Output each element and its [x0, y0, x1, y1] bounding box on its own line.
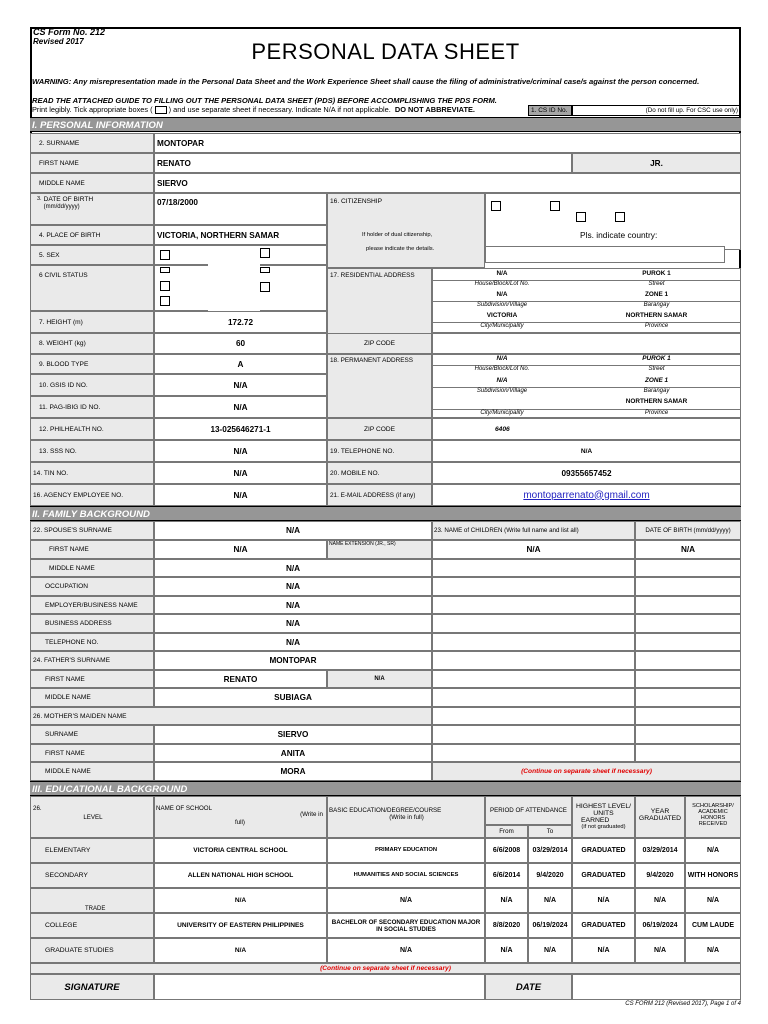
tin-label: 14. TIN NO.	[30, 462, 154, 484]
honors-header-b: ACADEMIC	[698, 809, 728, 815]
father-first-name-field[interactable]: RENATO	[154, 670, 327, 688]
other-status-checkbox[interactable]	[160, 296, 170, 306]
highest-level-header	[572, 796, 635, 838]
spouse-surname-field[interactable]: N/A	[154, 521, 432, 540]
permanent-address-label-cell	[327, 354, 432, 418]
weight-field[interactable]: 60	[154, 333, 327, 354]
print-instr-c: DO NOT ABBREVIATE.	[394, 105, 475, 114]
to-graduate[interactable]: N/A	[528, 938, 572, 963]
spouse-middle-name-label: MIDDLE NAME	[30, 559, 154, 577]
to-header: To	[528, 825, 572, 838]
res-house-field[interactable]: N/A	[496, 270, 508, 277]
honors-header-d: RECEIVED	[698, 821, 728, 827]
perm-brgy-label: Barangay	[572, 387, 741, 394]
res-zip-label: ZIP CODE	[327, 333, 432, 354]
education-continue-note-cell	[30, 963, 741, 974]
child-name-field[interactable]: N/A	[432, 540, 635, 559]
citizenship-label-cell	[327, 193, 485, 268]
tin-field[interactable]: N/A	[154, 462, 327, 484]
perm-street-label: Street	[572, 365, 741, 372]
child-row-4[interactable]	[432, 596, 635, 614]
course-vocational[interactable]: N/A	[327, 888, 485, 913]
mother-first-name-field[interactable]: ANITA	[154, 744, 432, 762]
education-num: 26.	[33, 805, 42, 812]
spouse-telephone-field[interactable]: N/A	[154, 633, 432, 651]
surname-field[interactable]: MONTOPAR	[154, 133, 741, 153]
child-dob-row-11[interactable]	[635, 725, 741, 744]
highest-header-a: HIGHEST LEVEL/	[575, 803, 632, 810]
period-header: PERIOD OF ATTENDANCE	[485, 796, 572, 825]
mother-middle-name-label: MIDDLE NAME	[30, 762, 154, 781]
perm-city-label: City/Municipality	[432, 409, 572, 416]
school-header-b: (Write in	[300, 811, 323, 818]
dob-label-cell	[30, 193, 154, 225]
highest-header-d: (if not graduated)	[581, 824, 626, 830]
telephone-label: 19. TELEPHONE NO.	[327, 440, 432, 462]
child-row-11[interactable]	[432, 725, 635, 744]
spouse-name-ext-field[interactable]: NAME EXTENSION (JR., SR)	[327, 540, 432, 559]
first-name-label: FIRST NAME	[30, 153, 154, 173]
section-educational-background: III. EDUCATIONAL BACKGROUND	[30, 781, 741, 796]
date-field[interactable]	[572, 974, 741, 1000]
res-zip-field[interactable]	[432, 333, 741, 354]
child-row-9[interactable]	[432, 688, 635, 707]
occupation-field[interactable]: N/A	[154, 577, 432, 596]
place-of-birth-field[interactable]: VICTORIA, NORTHERN SAMAR	[154, 225, 327, 245]
sex-female-checkbox[interactable]	[260, 248, 270, 258]
name-extension-field[interactable]: JR.	[572, 153, 741, 173]
honors-vocational[interactable]: N/A	[685, 888, 741, 913]
middle-name-field[interactable]: SIERVO	[154, 173, 741, 193]
child-row-10[interactable]	[432, 707, 635, 725]
honors-header	[685, 796, 741, 838]
child-row-5[interactable]	[432, 614, 635, 633]
child-row-6[interactable]	[432, 633, 635, 651]
section-family-background: II. FAMILY BACKGROUND	[30, 506, 741, 521]
highest-header-b: UNITS	[593, 810, 614, 817]
philhealth-field[interactable]: 13-025646271-1	[154, 418, 327, 440]
dob-label-wrap	[44, 196, 94, 211]
course-graduate[interactable]: N/A	[327, 938, 485, 963]
page-footer: CS FORM 212 (Revised 2017), Page 1 of 4	[625, 1001, 741, 1007]
course-secondary[interactable]: HUMANITIES AND SOCIAL SCIENCES	[327, 863, 485, 888]
residential-address-label: 17. RESIDENTIAL ADDRESS	[330, 272, 415, 279]
course-college[interactable]: BACHELOR OF SECONDARY EDUCATION MAJOR IN SOCIAL STUDIES	[327, 913, 485, 938]
school-secondary[interactable]: ALLEN NATIONAL HIGH SCHOOL	[154, 863, 327, 888]
year-vocational[interactable]: N/A	[635, 888, 685, 913]
course-header-b: (Write in full)	[389, 814, 424, 821]
highest-college[interactable]: GRADUATED	[572, 913, 635, 938]
child-dob-header: DATE OF BIRTH (mm/dd/yyyy)	[635, 521, 741, 540]
honors-college[interactable]: CUM LAUDE	[685, 913, 741, 938]
perm-brgy-field[interactable]: ZONE 1	[644, 377, 669, 384]
dob-num: 3.	[37, 196, 42, 202]
res-street-label: Street	[572, 280, 741, 287]
to-vocational[interactable]: N/A	[528, 888, 572, 913]
to-secondary[interactable]: 9/4/2020	[528, 863, 572, 888]
level-header-cell	[30, 796, 154, 838]
perm-subdiv-field[interactable]: N/A	[496, 377, 508, 384]
surname-label: 2. SURNAME	[30, 133, 154, 153]
perm-house-label: House/Block/Lot No.	[432, 365, 572, 372]
child-row-2[interactable]	[432, 559, 635, 577]
from-vocational[interactable]: N/A	[485, 888, 528, 913]
permanent-address-label: 18. PERMANENT ADDRESS	[330, 357, 413, 364]
pagibig-field[interactable]: N/A	[154, 396, 327, 418]
mother-first-name-label: FIRST NAME	[30, 744, 154, 762]
from-secondary[interactable]: 6/6/2014	[485, 863, 528, 888]
school-header-cell	[154, 796, 327, 838]
father-name-ext-field[interactable]: N/A	[327, 670, 432, 688]
father-middle-name-field[interactable]: SUBIAGA	[154, 688, 432, 707]
child-dob-row-7[interactable]	[635, 651, 741, 670]
honors-header-c: HONORS	[700, 815, 726, 821]
perm-zip-field[interactable]: 6406	[432, 418, 741, 440]
education-level-graduate: GRADUATE STUDIES	[30, 938, 154, 963]
perm-street-field[interactable]: PUROK 1	[642, 355, 671, 362]
spouse-surname-label: 22. SPOUSE'S SURNAME	[30, 521, 154, 540]
email-link[interactable]: montoparrenato@gmail.com	[523, 489, 650, 501]
highest-secondary[interactable]: GRADUATED	[572, 863, 635, 888]
highest-vocational[interactable]: N/A	[572, 888, 635, 913]
print-instructions	[32, 105, 475, 114]
philhealth-label: 12. PHILHEALTH NO.	[30, 418, 154, 440]
honors-header-a: SCHOLARSHIP/	[692, 803, 734, 809]
year-college[interactable]: 06/19/2024	[635, 913, 685, 938]
perm-province-label: Province	[572, 409, 741, 416]
blood-type-field[interactable]: A	[154, 354, 327, 374]
employer-field[interactable]: N/A	[154, 596, 432, 614]
res-street-field[interactable]: PUROK 1	[642, 270, 671, 277]
signature-label: SIGNATURE	[30, 974, 154, 1000]
course-header-cell	[327, 796, 485, 838]
country-field[interactable]	[485, 246, 725, 263]
res-province-field[interactable]: NORTHERN SAMAR	[625, 312, 688, 319]
pds-page	[30, 27, 741, 1007]
child-dob-row-6[interactable]	[635, 633, 741, 651]
year-secondary[interactable]: 9/4/2020	[635, 863, 685, 888]
weight-label: 8. WEIGHT (kg)	[30, 333, 154, 354]
perm-subdiv-label: Subdivision/Village	[432, 387, 572, 394]
res-brgy-label: Barangay	[572, 301, 741, 308]
dob-label: DATE OF BIRTH	[43, 196, 94, 203]
family-continue-note: (Continue on separate sheet if necessary)	[521, 768, 652, 775]
place-of-birth-label: 4. PLACE OF BIRTH	[30, 225, 154, 245]
height-field[interactable]: 172.72	[154, 311, 327, 333]
honors-secondary[interactable]: WITH HONORS	[685, 863, 741, 888]
school-graduate[interactable]: N/A	[154, 938, 327, 963]
child-dob-row-5[interactable]	[635, 614, 741, 633]
first-name-field[interactable]: RENATO	[154, 153, 572, 173]
agency-employee-field[interactable]: N/A	[154, 484, 327, 506]
child-dob-row-10[interactable]	[635, 707, 741, 725]
height-label: 7. HEIGHT (m)	[30, 311, 154, 333]
middle-name-label: MIDDLE NAME	[30, 173, 154, 193]
print-instr-a: Print legibly. Tick appropriate boxes (	[32, 105, 153, 114]
child-dob-field[interactable]: N/A	[635, 540, 741, 559]
cs-id-field[interactable]: (Do not fill up. For CSC use only)	[572, 105, 741, 116]
from-graduate[interactable]: N/A	[485, 938, 528, 963]
mother-surname-label: SURNAME	[30, 725, 154, 744]
warning-text: WARNING: Any misrepresentation made in the Personal Data Sheet and the Work Experience Sheet shall cause the filing of administrative/criminal case/s against the person concerned.	[32, 77, 700, 86]
redacted-area	[208, 261, 260, 313]
course-elementary[interactable]: PRIMARY EDUCATION	[327, 838, 485, 863]
sex-male-checkbox[interactable]	[160, 250, 170, 260]
education-continue-note: (Continue on separate sheet if necessary)	[320, 965, 451, 972]
honors-elementary[interactable]: N/A	[685, 838, 741, 863]
family-continue-note-cell	[432, 762, 741, 781]
separated-checkbox[interactable]	[260, 282, 270, 292]
email-field[interactable]	[432, 484, 741, 506]
by-naturalization-checkbox[interactable]	[615, 212, 625, 222]
school-header-c: full)	[235, 819, 245, 826]
dob-field[interactable]: 07/18/2000	[154, 193, 327, 225]
married-checkbox[interactable]	[260, 267, 270, 273]
education-level-elementary: ELEMENTARY	[30, 838, 154, 863]
date-label: DATE	[485, 974, 572, 1000]
page-title: PERSONAL DATA SHEET	[251, 39, 520, 64]
sex-label: 5. SEX	[30, 245, 154, 265]
agency-employee-label: 16. AGENCY EMPLOYEE NO.	[30, 484, 154, 506]
perm-house-field[interactable]: N/A	[496, 355, 508, 362]
honors-graduate[interactable]: N/A	[685, 938, 741, 963]
child-dob-row-4[interactable]	[635, 596, 741, 614]
telephone-field[interactable]: N/A	[432, 440, 741, 462]
citizenship-options	[485, 193, 741, 250]
spouse-first-name-label: FIRST NAME	[30, 540, 154, 559]
pagibig-label: 11. PAG-IBIG ID NO.	[30, 396, 154, 418]
print-instr-b: ) and use separate sheet if necessary. Indicate N/A if not applicable.	[168, 105, 391, 114]
res-province-label: Province	[572, 322, 741, 329]
child-dob-row-8[interactable]	[635, 670, 741, 688]
child-row-12[interactable]	[432, 744, 635, 762]
mobile-field[interactable]: 09355657452	[432, 462, 741, 484]
res-house-label: House/Block/Lot No.	[432, 280, 572, 287]
citizenship-label: 16. CITIZENSHIP	[330, 198, 383, 205]
highest-graduate[interactable]: N/A	[572, 938, 635, 963]
form-number: CS Form No. 212	[33, 27, 106, 37]
employer-label: EMPLOYER/BUSINESS NAME	[30, 596, 154, 614]
civil-status-label: 6 CIVIL STATUS	[30, 265, 154, 311]
child-row-7[interactable]	[432, 651, 635, 670]
education-level-vocational: TRADE	[30, 888, 154, 913]
spouse-first-name-field[interactable]: N/A	[154, 540, 327, 559]
sss-field[interactable]: N/A	[154, 440, 327, 462]
from-college[interactable]: 8/8/2020	[485, 913, 528, 938]
father-surname-label: 24. FATHER'S SURNAME	[30, 651, 154, 670]
blood-type-label: 9. BLOOD TYPE	[30, 354, 154, 374]
dob-format: (mm/dd/yyyy)	[43, 204, 80, 210]
perm-zip-label: ZIP CODE	[327, 418, 432, 440]
father-surname-field[interactable]: MONTOPAR	[154, 651, 432, 670]
country-prompt: Pls. indicate country:	[580, 230, 658, 240]
spouse-telephone-label: TELEPHONE NO.	[30, 633, 154, 651]
year-header-b: GRADUATED	[638, 815, 682, 822]
course-header-a: BASIC EDUCATION/DEGREE/COURSE	[329, 807, 442, 814]
dual-note-2: please indicate the details.	[366, 246, 435, 252]
occupation-label: OCCUPATION	[30, 577, 154, 596]
filipino-checkbox[interactable]	[491, 201, 501, 211]
children-header: 23. NAME of CHILDREN (Write full name and list all)	[432, 521, 635, 540]
business-address-field[interactable]: N/A	[154, 614, 432, 633]
father-first-name-label: FIRST NAME	[30, 670, 154, 688]
mobile-label: 20. MOBILE NO.	[327, 462, 432, 484]
child-dob-row-9[interactable]	[635, 688, 741, 707]
school-college[interactable]: UNIVERSITY OF EASTERN PHILIPPINES	[154, 913, 327, 938]
res-subdiv-field[interactable]: N/A	[496, 291, 508, 298]
perm-city-field[interactable]: NORTHERN SAMAR	[625, 398, 688, 405]
highest-elementary[interactable]: GRADUATED	[572, 838, 635, 863]
to-college[interactable]: 06/19/2024	[528, 913, 572, 938]
form-revision: Revised 2017	[33, 37, 84, 46]
by-birth-checkbox[interactable]	[576, 212, 586, 222]
gsis-label: 10. GSIS ID NO.	[30, 374, 154, 396]
res-subdiv-label: Subdivision/Village	[432, 301, 572, 308]
widowed-checkbox[interactable]	[160, 281, 170, 291]
education-level-college: COLLEGE	[30, 913, 154, 938]
highest-header-c: EARNED	[581, 817, 610, 824]
read-guide-text: READ THE ATTACHED GUIDE TO FILLING OUT THE PERSONAL DATA SHEET (PDS) BEFORE ACCOMPLISHING THE PDS FORM.	[32, 96, 497, 105]
year-header-a: YEAR	[650, 808, 670, 815]
mother-middle-name-field[interactable]: MORA	[154, 762, 432, 781]
section-personal-info: I. PERSONAL INFORMATION	[30, 117, 741, 132]
from-elementary[interactable]: 6/6/2008	[485, 838, 528, 863]
school-elementary[interactable]: VICTORIA CENTRAL SCHOOL	[154, 838, 327, 863]
dual-citizenship-checkbox[interactable]	[550, 201, 560, 211]
education-level-secondary: SECONDARY	[30, 863, 154, 888]
school-vocational[interactable]: N/A	[154, 888, 327, 913]
school-header-a: NAME OF SCHOOL	[156, 805, 213, 812]
single-checkbox[interactable]	[160, 267, 170, 273]
email-label: 21. E-MAIL ADDRESS (if any)	[327, 484, 432, 506]
dual-note-1: If holder of dual citizenship,	[362, 232, 433, 238]
business-address-label: BUSINESS ADDRESS	[30, 614, 154, 633]
mother-surname-field[interactable]: SIERVO	[154, 725, 432, 744]
level-header: LEVEL	[83, 814, 103, 821]
signature-field[interactable]	[154, 974, 485, 1000]
child-dob-row-12[interactable]	[635, 744, 741, 762]
mother-maiden-name-label: 26. MOTHER'S MAIDEN NAME	[30, 707, 432, 725]
year-graduate[interactable]: N/A	[635, 938, 685, 963]
spouse-middle-name-field[interactable]: N/A	[154, 559, 432, 577]
child-dob-row-2[interactable]	[635, 559, 741, 577]
year-graduated-header	[635, 796, 685, 838]
father-middle-name-label: MIDDLE NAME	[30, 688, 154, 707]
res-brgy-field[interactable]: ZONE 1	[644, 291, 669, 298]
sss-label: 13. SSS NO.	[30, 440, 154, 462]
year-elementary[interactable]: 03/29/2014	[635, 838, 685, 863]
from-header: From	[485, 825, 528, 838]
child-dob-row-3[interactable]	[635, 577, 741, 596]
tick-box-icon	[155, 106, 167, 114]
gsis-field[interactable]: N/A	[154, 374, 327, 396]
child-row-3[interactable]	[432, 577, 635, 596]
res-city-label: City/Municipality	[432, 322, 572, 329]
to-elementary[interactable]: 03/29/2014	[528, 838, 572, 863]
cs-id-label: 1. CS ID No.	[528, 105, 572, 116]
res-city-field[interactable]: VICTORIA	[486, 312, 518, 319]
child-row-8[interactable]	[432, 670, 635, 688]
